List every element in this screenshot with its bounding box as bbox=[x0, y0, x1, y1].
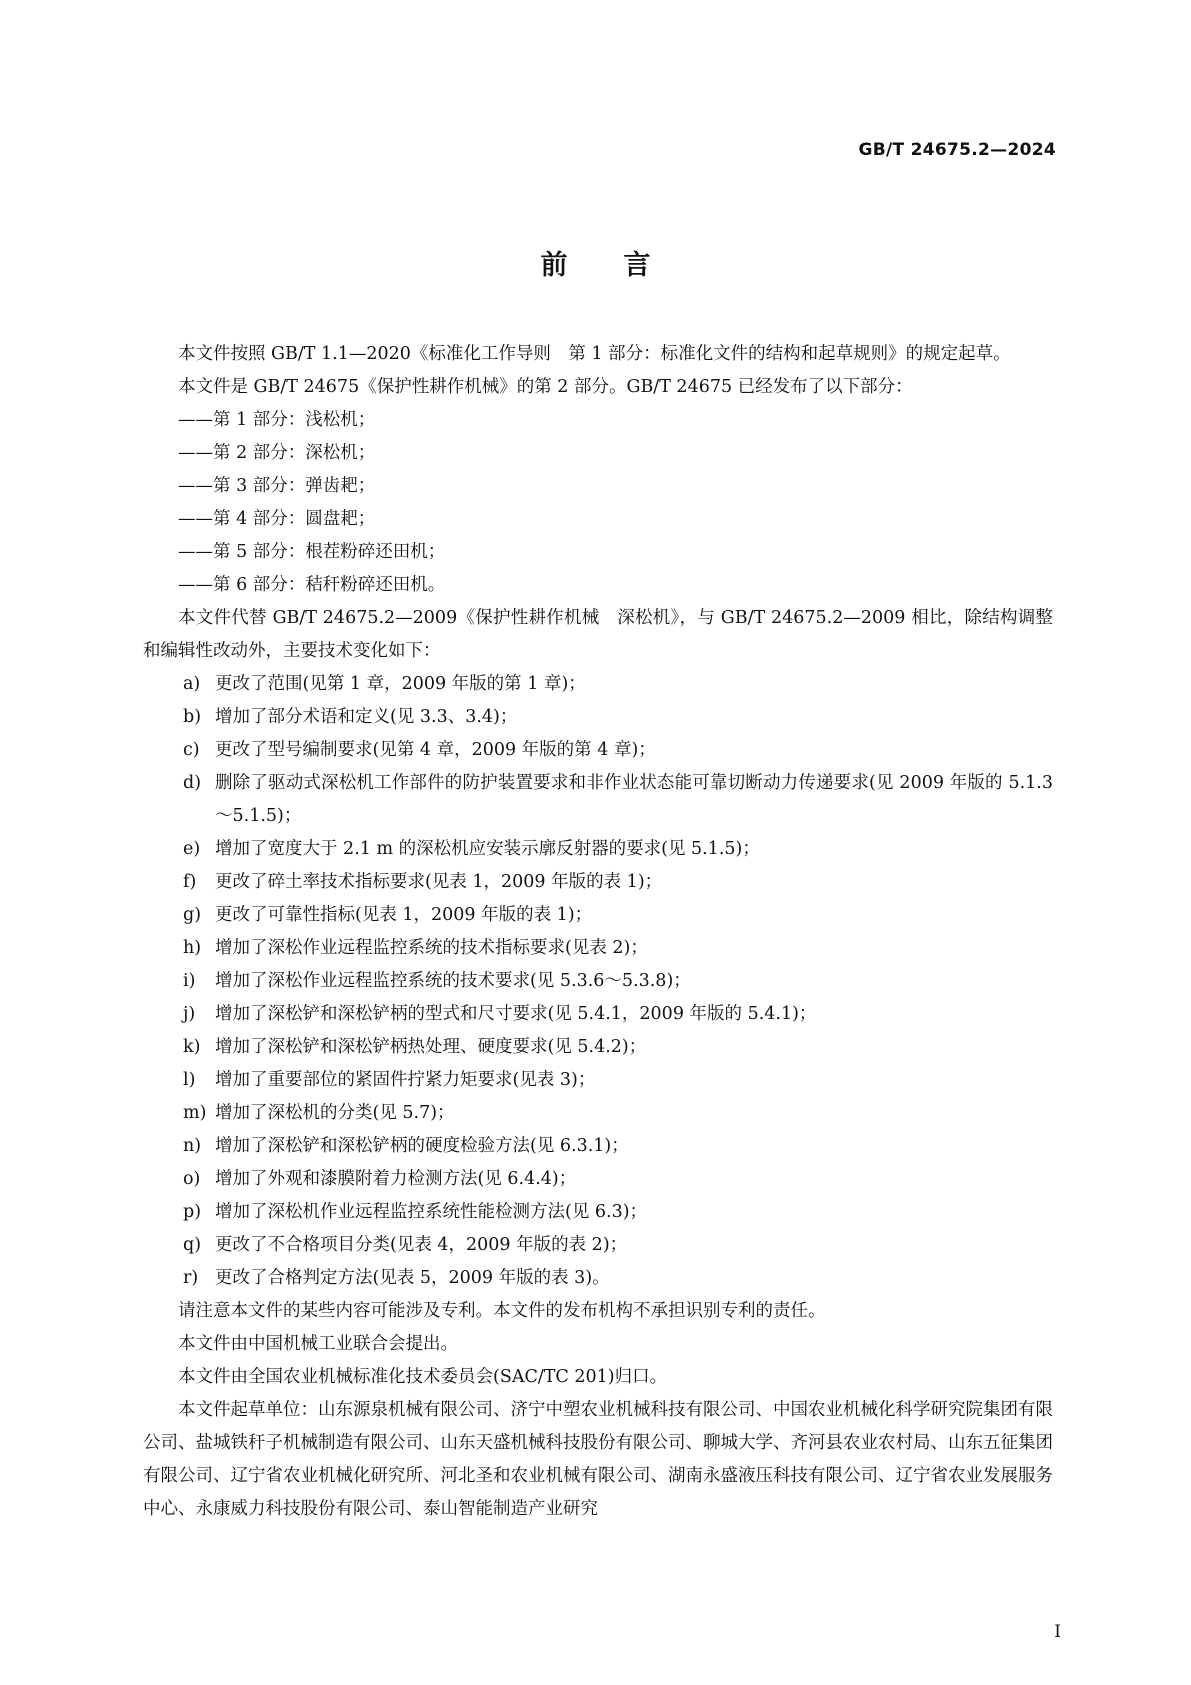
change-item bbox=[143, 1031, 1053, 1064]
change-text: 增加了深松机的分类(见 5.7)； bbox=[215, 1103, 455, 1123]
change-text: 增加了外观和漆膜附着力检测方法(见 6.4.4)； bbox=[215, 1169, 577, 1189]
change-item bbox=[143, 668, 1053, 701]
standard-code: GB/T 24675.2—2024 bbox=[858, 140, 1056, 160]
change-marker: d) bbox=[183, 773, 202, 793]
change-item bbox=[143, 965, 1053, 998]
page-number: I bbox=[1054, 1622, 1061, 1642]
change-text: 增加了部分术语和定义(见 3.3、3.4)； bbox=[215, 707, 518, 727]
part-item: ——第 5 部分：根茬粉碎还田机； bbox=[178, 542, 446, 562]
document-body bbox=[143, 338, 1053, 1526]
page-title: 前言 bbox=[540, 250, 707, 281]
change-marker: l) bbox=[183, 1070, 196, 1090]
part-item: ——第 3 部分：弹齿耙； bbox=[178, 476, 376, 496]
change-marker: g) bbox=[183, 905, 202, 925]
change-marker: a) bbox=[183, 674, 201, 694]
change-item bbox=[143, 1229, 1053, 1262]
change-item bbox=[143, 1130, 1053, 1163]
change-item bbox=[143, 701, 1053, 734]
change-marker: f) bbox=[183, 872, 197, 892]
change-text: 增加了深松铲和深松铲柄的硬度检验方法(见 6.3.1)； bbox=[215, 1136, 629, 1156]
change-item bbox=[143, 1163, 1053, 1196]
change-text: 删除了驱动式深松机工作部件的防护装置要求和非作业状态能可靠切断动力传递要求(见 2009 年版的 5.1.3～5.1.5)； bbox=[215, 773, 1053, 826]
change-text: 增加了宽度大于 2.1 m 的深松机应安装示廓反射器的要求(见 5.1.5)； bbox=[215, 839, 760, 859]
paragraph-drafting-rules: 本文件按照 GB/T 1.1—2020《标准化工作导则 第 1 部分：标准化文件的结构和起草规则》的规定起草。 bbox=[178, 344, 1011, 364]
change-marker: e) bbox=[183, 839, 201, 859]
change-marker: c) bbox=[183, 740, 200, 760]
paragraph-series-parts: 本文件是 GB/T 24675《保护性耕作机械》的第 2 部分。GB/T 24675 已经发布了以下部分： bbox=[178, 377, 913, 397]
change-text: 更改了型号编制要求(见第 4 章，2009 年版的第 4 章)； bbox=[215, 740, 656, 760]
paragraph-technical-committee: 本文件由全国农业机械标准化技术委员会(SAC/TC 201)归口。 bbox=[178, 1367, 668, 1387]
change-text: 增加了深松作业远程监控系统的技术要求(见 5.3.6～5.3.8)； bbox=[215, 971, 691, 991]
change-marker: o) bbox=[183, 1169, 201, 1189]
change-text: 增加了深松作业远程监控系统的技术指标要求(见表 2)； bbox=[215, 938, 648, 958]
change-marker: r) bbox=[183, 1268, 199, 1288]
change-marker: b) bbox=[183, 707, 202, 727]
change-text: 增加了深松机作业远程监控系统性能检测方法(见 6.3)； bbox=[215, 1202, 648, 1222]
change-marker: n) bbox=[183, 1136, 202, 1156]
change-item bbox=[143, 833, 1053, 866]
paragraph-proposer: 本文件由中国机械工业联合会提出。 bbox=[178, 1334, 458, 1354]
change-item bbox=[143, 1262, 1053, 1295]
change-text: 更改了范围(见第 1 章，2009 年版的第 1 章)； bbox=[215, 674, 586, 694]
change-item bbox=[143, 866, 1053, 899]
change-text: 更改了合格判定方法(见表 5，2009 年版的表 3)。 bbox=[215, 1268, 610, 1288]
change-item bbox=[143, 899, 1053, 932]
change-marker: k) bbox=[183, 1037, 201, 1057]
part-item: ——第 2 部分：深松机； bbox=[178, 443, 376, 463]
change-item bbox=[143, 767, 1053, 833]
change-marker: p) bbox=[183, 1202, 202, 1222]
part-item: ——第 1 部分：浅松机； bbox=[178, 410, 376, 430]
change-item bbox=[143, 932, 1053, 965]
change-text: 更改了碎土率技术指标要求(见表 1，2009 年版的表 1)； bbox=[215, 872, 663, 892]
paragraph-drafting-units: 本文件起草单位：山东源泉机械有限公司、济宁中塑农业机械科技有限公司、中国农业机械化科学研究院集团有限公司、盐城铁秆子机械制造有限公司、山东天盛机械科技股份有限公司、聊城大学、齐河县农业农村局、山东五征集团有限公司、辽宁省农业机械化研究所、河北圣和农业机械有限公司、湖南永盛液压科技有限公司、辽宁省农业发展服务中心、永康威力科技股份有限公司、泰山智能制造产业研究 bbox=[143, 1400, 1053, 1519]
change-text: 增加了深松铲和深松铲柄的型式和尺寸要求(见 5.4.1，2009 年版的 5.4.1)； bbox=[215, 1004, 817, 1024]
paragraph-replaces: 本文件代替 GB/T 24675.2—2009《保护性耕作机械 深松机》，与 GB/T 24675.2—2009 相比，除结构调整和编辑性改动外，主要技术变化如下： bbox=[143, 608, 1053, 661]
change-marker: h) bbox=[183, 938, 202, 958]
change-text: 增加了深松铲和深松铲柄热处理、硬度要求(见 5.4.2)； bbox=[215, 1037, 647, 1057]
part-item: ——第 4 部分：圆盘耙； bbox=[178, 509, 376, 529]
change-marker: j) bbox=[183, 1004, 196, 1024]
change-text: 更改了不合格项目分类(见表 4，2009 年版的表 2)； bbox=[215, 1235, 628, 1255]
change-item bbox=[143, 998, 1053, 1031]
change-text: 增加了重要部位的紧固件拧紧力矩要求(见表 3)； bbox=[215, 1070, 596, 1090]
change-item bbox=[143, 734, 1053, 767]
change-text: 更改了可靠性指标(见表 1，2009 年版的表 1)； bbox=[215, 905, 593, 925]
part-item: ——第 6 部分：秸秆粉碎还田机。 bbox=[178, 575, 446, 595]
paragraph-patent-notice: 请注意本文件的某些内容可能涉及专利。本文件的发布机构不承担识别专利的责任。 bbox=[178, 1301, 826, 1321]
change-item bbox=[143, 1097, 1053, 1130]
change-marker: i) bbox=[183, 971, 196, 991]
change-marker: m) bbox=[183, 1103, 207, 1123]
change-marker: q) bbox=[183, 1235, 202, 1255]
change-item bbox=[143, 1196, 1053, 1229]
change-item bbox=[143, 1064, 1053, 1097]
